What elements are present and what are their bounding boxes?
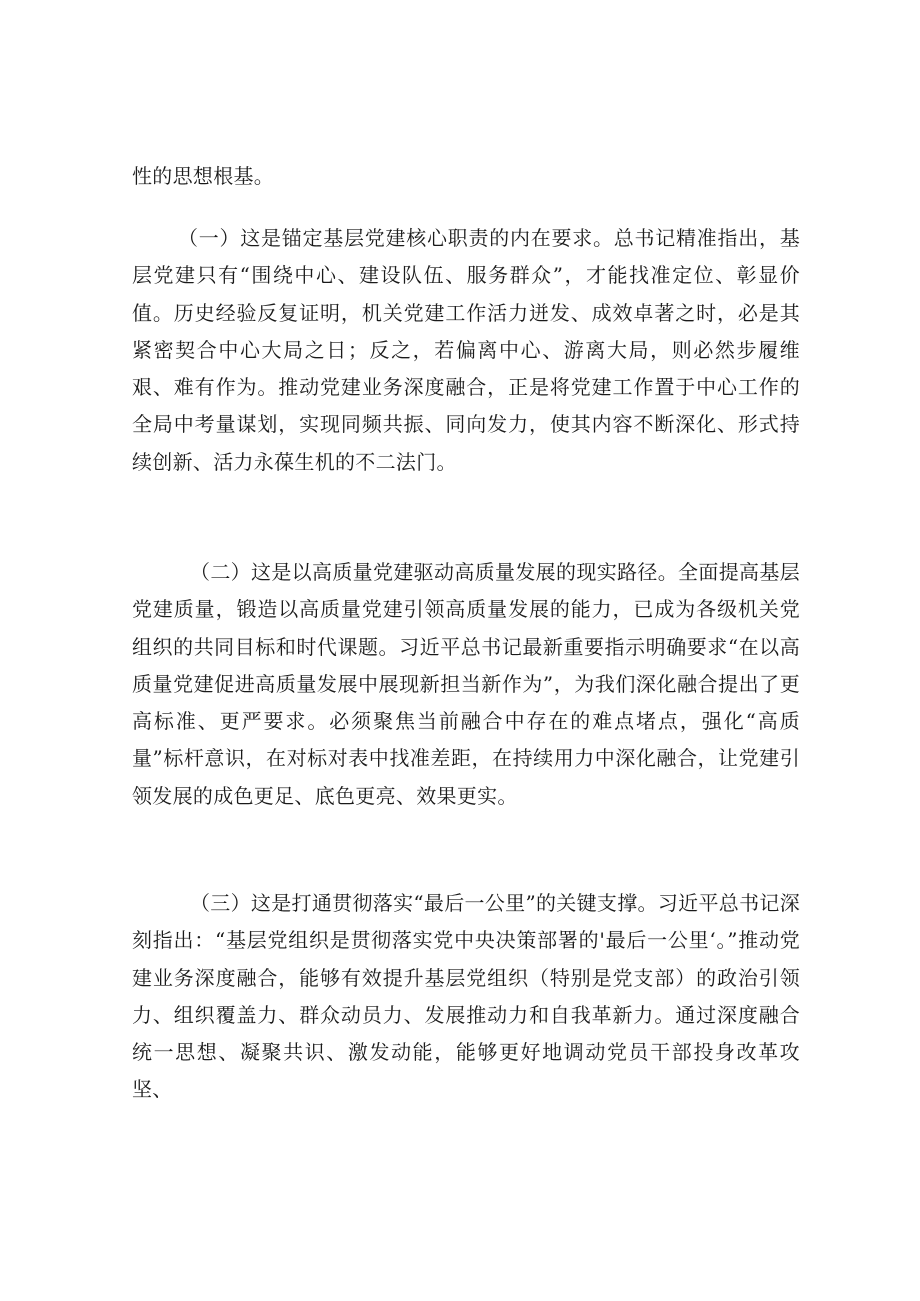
paragraph-continuation: 性的思想根基。: [132, 164, 275, 188]
paragraph-section-1: （一）这是锚定基层党建核心职责的内在要求。总书记精准指出，基层党建只有“围绕中心、建设队伍、服务群众”，才能找准定位、彰显价值。历史经验反复证明，机关党建工作活力迸发、成效卓著之时，必是其紧密契合中心大局之日；反之，若偏离中心、游离大局，则必然步履维艰、难有作为。推动党建业务深度融合，正是将党建工作置于中心工作的全局中考量谋划，实现同频共振、同向发力，使其内容不断深化、形式持续创新、活力永葆生机的不二法门。: [132, 226, 800, 474]
paragraph-section-2: （二）这是以高质量党建驱动高质量发展的现实路径。全面提高基层党建质量，锻造以高质量党建引领高质量发展的能力，已成为各级机关党组织的共同目标和时代课题。习近平总书记最新重要指示明确要求“在以高质量党建促进高质量发展中展现新担当新作为”，为我们深化融合提出了更高标准、更严要求。必须聚焦当前融合中存在的难点堵点，强化“高质量”标杆意识，在对标对表中找准差距，在持续用力中深化融合，让党建引领发展的成色更足、底色更亮、效果更实。: [132, 560, 800, 808]
paragraph-section-3: （三）这是打通贯彻落实“最后一公里”的关键支撑。习近平总书记深刻指出：“基层党组织是贯彻落实党中央决策部署的'最后一公里‘。”推动党建业务深度融合，能够有效提升基层党组织（特别是党支部）的政治引领力、组织覆盖力、群众动员力、发展推动力和自我革新力。通过深度融合统一思想、凝聚共识、激发动能，能够更好地调动党员干部投身改革攻坚、: [132, 891, 800, 1102]
